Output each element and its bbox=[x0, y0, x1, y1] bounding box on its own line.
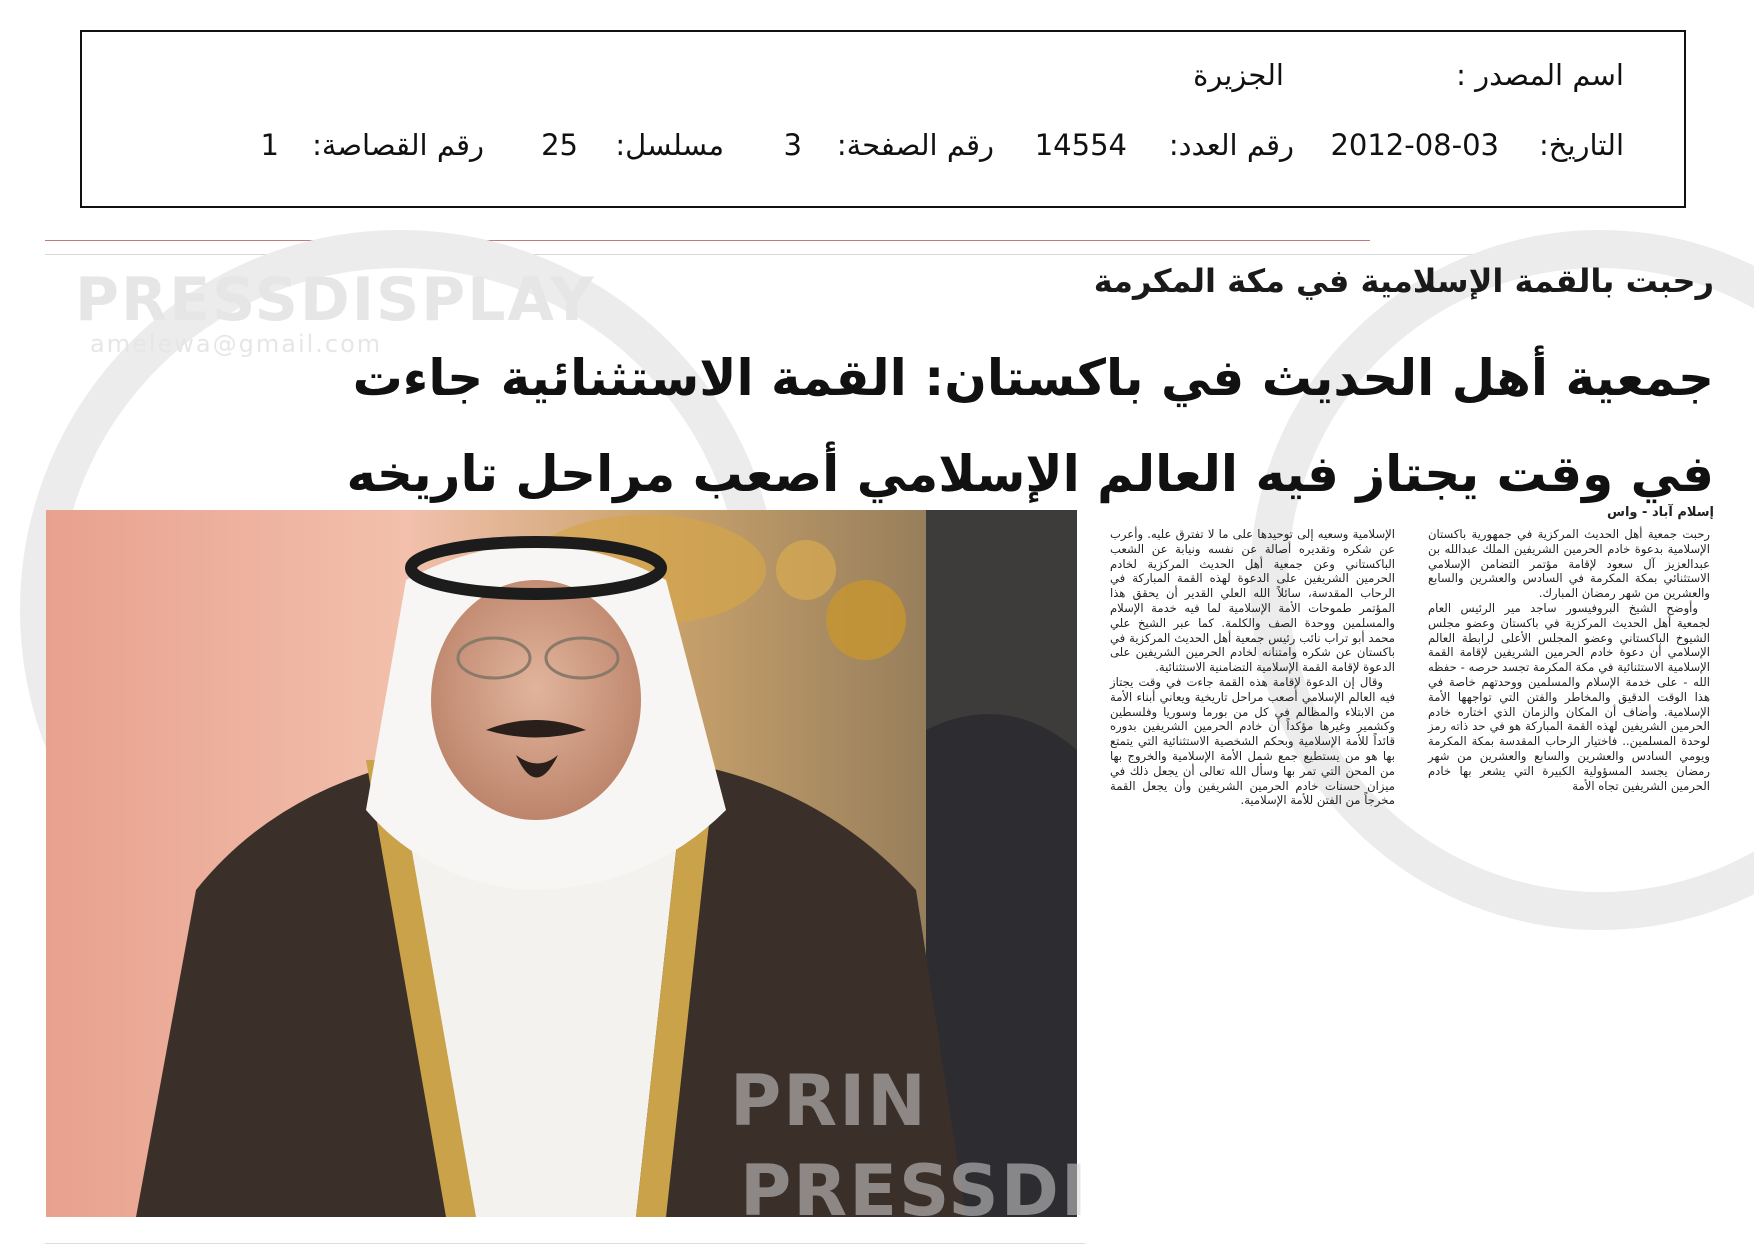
serial-label: مسلسل: bbox=[615, 128, 724, 162]
bottom-rule bbox=[45, 1243, 1085, 1244]
article-headline bbox=[34, 330, 1714, 522]
date-value: 2012-08-03 bbox=[1330, 128, 1499, 162]
issue-value: 14554 bbox=[1034, 128, 1127, 162]
page-value: 3 bbox=[783, 128, 802, 162]
paragraph: وقال إن الدعوة لإقامة هذه القمة جاءت في وقت يجتاز فيه العالم الإسلامي أصعب مراحل تاريخية ويعاني أبناء الأمة من الابتلاء والمظالم في كل من بورما وسوريا وفلسطين وكشمير وغيرها مؤكداً أن خادم الحرمين الشريفين بدوره قائداً للأمة الإسلامية وبحكم الشخصية الاستثنائية التي يتمتع بها هو من يستطيع جمع شمل الأمة الإسلامية والخروج بها من المحن التي تمر بها وسأل الله تعالى أن يجعل ذلك في ميزان حسنات خادم الحرمين الشريفين وأن يجعل القمة مخرجاً من الفتن للأمة الإسلامية. bbox=[1110, 674, 1395, 808]
watermark-email: amelewa@gmail.com bbox=[90, 330, 383, 358]
paragraph: رحبت جمعية أهل الحديث المركزية في جمهورية باكستان الإسلامية بدعوة خادم الحرمين الشريفين الملك عبدالله بن عبدالعزيز آل سعود لإقامة مؤتمر التضامن الإسلامي الاستثنائي بمكة المكرمة في السادس والعشرين والسابع والعشرين من شهر رمضان المبارك. bbox=[1428, 527, 1710, 601]
article-column-2 bbox=[1110, 527, 1395, 808]
headline-line-2: في وقت يجتاز فيه العالم الإسلامي أصعب مراحل تاريخه bbox=[346, 445, 1714, 503]
clipping-label: رقم القصاصة: bbox=[312, 128, 484, 162]
source-value: الجزيرة bbox=[1193, 58, 1284, 92]
watermark-text: PRESSDI bbox=[740, 1150, 1089, 1232]
clipping-metadata-box bbox=[80, 30, 1686, 208]
page-label: رقم الصفحة: bbox=[836, 128, 994, 162]
issue-label: رقم العدد: bbox=[1168, 128, 1294, 162]
source-label: اسم المصدر : bbox=[1456, 58, 1624, 92]
article-byline: إسلام آباد - واس bbox=[1607, 505, 1714, 520]
serial-value: 25 bbox=[541, 128, 578, 162]
headline-line-1: جمعية أهل الحديث في باكستان: القمة الاستثنائية جاءت bbox=[352, 349, 1714, 407]
date-label: التاريخ: bbox=[1538, 128, 1624, 162]
watermark-text: PRESSDISPLAY bbox=[75, 265, 596, 335]
clipping-value: 1 bbox=[260, 128, 279, 162]
paragraph: الإسلامية وسعيه إلى توحيدها على ما لا تفترق عليه. وأعرب عن شكره وتقديره أصالة عن نفسه ونيابة عن الشعب الباكستاني وعن جمعية أهل الحديث المركزية لخادم الحرمين الشريفين على الدعوة لهذه القمة المباركة في الرحاب المقدسة، سائلاً الله العلي القدير أن يحقق هذا المؤتمر طموحات الأمة الإسلامية لما فيه خدمة الإسلام والمسلمين ووحدة الصف والكلمة. كما عبر الشيخ علي محمد أبو تراب نائب رئيس جمعية أهل الحديث المركزية في باكستان عن شكره وامتنانه لخادم الحرمين الشريفين على الدعوة لإقامة القمة الإسلامية التضامنية الاستثنائية. bbox=[1110, 527, 1395, 675]
article-kicker: رحبت بالقمة الإسلامية في مكة المكرمة bbox=[1093, 262, 1714, 300]
watermark-text: PRIN bbox=[730, 1060, 928, 1142]
top-rule bbox=[45, 240, 1370, 241]
paragraph: وأوضح الشيخ البروفيسور ساجد مير الرئيس العام لجمعية أهل الحديث المركزية في باكستان وعضو مجلس الشيوخ الباكستاني وعضو المجلس الأعلى لرابطة العالم الإسلامي أن دعوة خادم الحرمين الشريفين لإقامة القمة الإسلامية الاستثنائية في مكة المكرمة تجسد حرصه - حفظه الله - على خدمة الإسلام والمسلمين ووحدتهم خاصة في هذا الوقت الدقيق والمخاطر والفتن التي تواجهها الأمة الإسلامية. وأضاف أن المكان والزمان الذي اختاره خادم الحرمين الشريفين لهذه القمة المباركة هو في حد ذاته رمز لوحدة المسلمين.. فاختيار الرحاب المقدسة بمكة المكرمة ويومي السادس والعشرين والسابع والعشرين من شهر رمضان يجسد المسؤولية الكبيرة التي يشعر بها خادم الحرمين الشريفين تجاه الأمة bbox=[1428, 600, 1710, 793]
article-column-1 bbox=[1428, 527, 1710, 793]
